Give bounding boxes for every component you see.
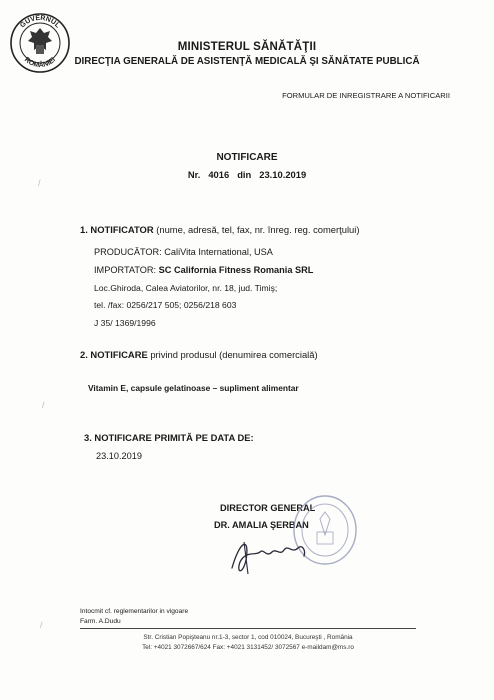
svg-text:GUVERNUL: GUVERNUL bbox=[19, 14, 61, 30]
notice-title: NOTIFICARE bbox=[216, 152, 278, 163]
signature-icon bbox=[226, 530, 310, 576]
directorate-title: DIRECŢIA GENERALĂ DE ASISTENŢĂ MEDICALĂ ŞI SĂNĂTATE PUBLICĂ bbox=[74, 56, 420, 67]
producer-label: PRODUCĂTOR: bbox=[94, 247, 162, 257]
section1-heading: 1. NOTIFICATOR bbox=[80, 224, 154, 235]
din-label: din bbox=[237, 169, 252, 180]
notice-date: 23.10.2019 bbox=[259, 169, 307, 180]
footer-divider bbox=[80, 628, 416, 629]
notice-number: 4016 bbox=[208, 169, 230, 180]
ministry-title: MINISTERUL SĂNĂTĂŢII bbox=[177, 41, 317, 53]
section1-description: (nume, adresă, tel, fax, nr. înreg. reg. comerţului) bbox=[156, 224, 360, 235]
section1-heading-line bbox=[80, 224, 359, 235]
margin-mark: / bbox=[38, 178, 41, 188]
footer-note-1: Intocmit cf. reglementarilor in vigoare bbox=[80, 608, 189, 615]
footer-note-2: Farm. A.Dudu bbox=[80, 618, 121, 625]
footer-contact: Tel: +4021 3072667/624 Fax: +4021 3131452/ 3072567 e-maildam@ms.ro bbox=[142, 644, 354, 651]
section3-heading-line bbox=[84, 432, 254, 443]
section2-heading: 2. NOTIFICARE bbox=[80, 349, 148, 360]
section2-description: privind produsul (denumirea comercială) bbox=[150, 349, 318, 360]
margin-mark: / bbox=[42, 400, 45, 410]
producer-value: CaliVita International, USA bbox=[164, 247, 273, 257]
importer-label: IMPORTATOR: bbox=[94, 265, 157, 275]
director-role: DIRECTOR GENERAL bbox=[220, 503, 316, 513]
received-date: 23.10.2019 bbox=[96, 451, 142, 461]
director-name: DR. AMALIA ŞERBAN bbox=[214, 520, 309, 530]
address-line: Loc.Ghiroda, Calea Aviatorilor, nr. 18, jud. Timiş; bbox=[94, 283, 278, 293]
importer-line bbox=[94, 265, 313, 275]
phone-line: tel. /fax: 0256/217 505; 0256/218 603 bbox=[94, 300, 237, 310]
margin-mark: / bbox=[40, 620, 43, 630]
registration-line: J 35/ 1369/1996 bbox=[94, 318, 156, 328]
section2-heading-line bbox=[80, 349, 318, 360]
section3-heading: 3. NOTIFICARE PRIMITĂ PE DATA DE: bbox=[84, 432, 254, 443]
footer-address: Str. Cristian Popişteanu nr.1-3, sector 1, cod 010024, Bucureşti , România bbox=[143, 634, 353, 641]
product-name: Vitamin E, capsule gelatinoase – supliment alimentar bbox=[88, 383, 299, 393]
svg-text:ROMÂNIEI: ROMÂNIEI bbox=[22, 56, 58, 70]
importer-value: SC California Fitness Romania SRL bbox=[158, 265, 314, 275]
form-label: FORMULAR DE INREGISTRARE A NOTIFICARII bbox=[282, 91, 450, 100]
notice-number-line bbox=[0, 169, 494, 180]
nr-label: Nr. bbox=[187, 169, 201, 180]
producer-line bbox=[94, 247, 273, 257]
